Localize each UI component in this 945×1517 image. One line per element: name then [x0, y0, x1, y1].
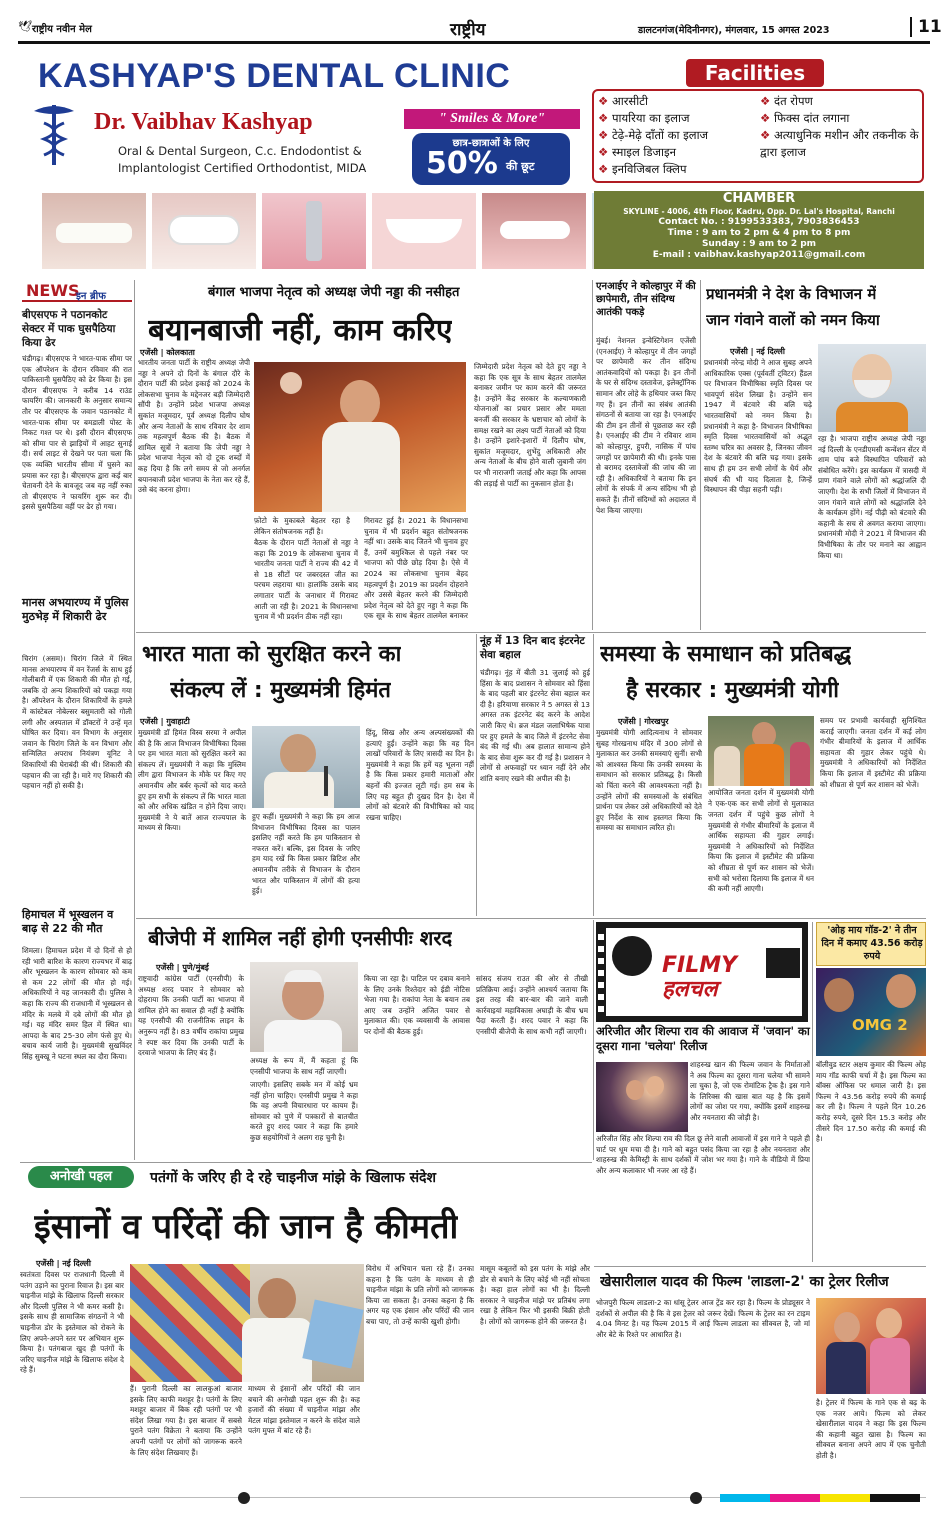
facility-item: ❖ फिक्स दांत लगाना: [760, 111, 850, 125]
section-divider: [136, 632, 926, 633]
offer-percent: 50%: [426, 146, 498, 181]
omg2-story: [816, 922, 926, 1262]
clinic-name: KASHYAP'S DENTAL CLINIC: [38, 57, 511, 95]
story-headline: संकल्प लें : मुख्यमंत्री हिमंत: [170, 678, 391, 703]
photo-caption: फ़ोटो के मुकाबले बेहतर रहा है लेकिन संतोषजनक नहीं है।: [254, 516, 350, 536]
omg2-poster: [816, 968, 926, 1056]
story-headline: जान गंवाने वालों को नमन किया: [706, 311, 880, 329]
story-body: गिरावट हुई है। 2021 के विधानसभा चुनाव में भी प्रदर्शन बहुत संतोषजनक नहीं था। उसके बाद जितने भी चुनाव हुए हैं, उनमें बमुश्किल से पहले नंबर पर भाजपा को पीछे छोड़ दिया है। ऐसे में 2024 का लोकसभा चुनाव बेहद महत्वपूर्ण है। 2019 का प्रदर्शन दोहराने और उससे बेहतर करने की जिम्मेदारी प्रदेश नेतृत्व को देते हुए नड्डा ने कहा कि एक सूत्र के साथ बेहतर तालमेल बनाकर: [364, 516, 468, 621]
jawan-still-photo: [596, 1062, 688, 1132]
brand-name: राष्ट्रीय नवीन मेल: [32, 24, 92, 35]
brief-headline: बीएसएफ ने पठानकोट सेक्टर में पाक घुसपैठिया किया ढेर: [22, 309, 116, 349]
film-story-body: अरिजीत सिंह और शिल्पा राव की दिल छू लेने वाली आवाजों में इस गाने ने पहले ही चार्ट पर धूम मचा दी है। गाने को बहुत पसंद किया जा रहा है और नयनतारा और शाहरुख की केमिस्ट्री के साथ दर्शकों में जोश भर गया है। गाने के वीडियो में प्रिया और अन्य कलाकार भी नजर आ रहे हैं।: [596, 1134, 810, 1175]
story-body: हैं। पुरानी दिल्ली का लालकुआं बाजार इसके लिए काफी मशहूर है। पतंगों के लिए मशहूर बाजार में बिक रही पतंगों पर भी संदेश लिखा गया है। इस बाजार में सबसे पुराने पतंग विक्रेता ने बताया कि उन्होंने अपनी पतंगों पर लोगों को जागरूक करने के लिए संदेश लिखवाए हैं।: [130, 1384, 242, 1457]
story-body: सांसद संजय राउत की ओर से तीखी प्रतिक्रिया आई। उन्होंने आश्चर्य जताया कि इस तरह की बार-बार की जाने वाली कार्रवाइयां महाविकास अघाड़ी के बीच भ्रम पैदा करती हैं। शरद पवार ने कहा कि एनसीपी बीजेपी के साथ कभी नहीं जाएगी।: [476, 974, 588, 1036]
news-label: [22, 280, 132, 302]
story-body: जिम्मेदारी प्रदेश नेतृत्व को देते हुए नड्डा ने कहा कि एक सूत्र के साथ बेहतर तालमेल बनाकर जमीन पर काम करने की जरूरत है। उन्होंने केंद्र सरकार के कल्याणकारी योजनाओं का प्रचार प्रसार और ममता बनर्जी की सरकार के भ्रष्टाचार को लोगों के समक्ष रखने का लक्ष्य पार्टी नेताओं को दिया है। उन्होंने इशारे-इशारों में दिलीप घोष, सुकांत मजूमदार, शुभेंदु अधिकारी और अन्य नेताओं के बीच होने वाली जुबानी जंग पर भी नाराजगी जताई और कहा कि आपस की लड़ाई से पार्टी का नुकसान होता है।: [474, 362, 586, 488]
himanta-story: [138, 634, 474, 916]
film-story-headline: अरिजीत और शिल्पा राव की आवाज में 'जवान' का दूसरा गाना 'चलेया' रिलीज: [596, 1024, 810, 1053]
story-headline: बीजेपी में शामिल नहीं होगी एनसीपीः शरद: [148, 926, 453, 950]
nadda-story: [138, 280, 590, 630]
story-body: जनता दर्शन में पहुंचे कुछ लोगों ने मुख्यमंत्री से गंभीर बीमारियों के इलाज में आर्थिक सहायता की गुहार लगाई। मुख्यमंत्री ने अधिकारियों को निर्देशित किया कि इलाज में इस्टीमेट की प्रक्रिया को शीघ्रता से पूर्ण कर शासन को भेजें। सभी को भरोसा दिलाया कि इलाज में धन की कमी नहीं आएगी।: [708, 810, 814, 894]
story-headline: समस्या के समाधान को प्रतिबद्ध: [600, 642, 852, 667]
brief-body: चंडीगढ़। बीएसएफ ने भारत-पाक सीमा पर एक ऑपरेशन के दौरान रविवार की रात पाकिस्तानी घुसपैठिए को ढेर किया है। इस दौरान बीएसएफ ने करीब 14 राउंड फायरिंग की। जानकारी के अनुसार समान्य तौर पर बीएसएफ के जवान पठानकोट में भारत-पाक सीमा पर बमडाली पोस्ट के निकट गश्त पर थे। इसी दौरान बीएसएफ को सीमा पार से झाड़ियों में आहट सुनाई दी। सर्च लाइट से देखने पर पता चला कि एक व्यक्ति भारतीय सीमा में घुसने का प्रयास कर रहा है। बीएसएफ द्वारा कई बार चेतावनी देने के बावजूद जब वह नहीं रुका तो बीएसएफ ने फायरिंग शुरू कर दी। इससे घुसपैठिया वहीं पर ढेर हो गया।: [22, 354, 132, 512]
teeth-photo-5: [482, 193, 586, 269]
footer-registration-bar: [20, 1492, 926, 1504]
story-headline: प्रधानमंत्री ने देश के विभाजन में: [706, 285, 877, 303]
story-headline: एनआईए ने कोल्हापुर में की छापेमारी, तीन संदिग्ध आतंकी पकड़े: [596, 281, 696, 318]
story-body: किया जा रहा है। पाटिल पर दबाव बनाने के लिए उनके रिश्तेदार को ईडी नोटिस भेजा गया है। राकांपा नेता के बयान तब आए जब उन्होंने अजित पवार से मुलाकात की। एक व्यवसायी के आवास पर दोनों की बैठक हुई।: [364, 974, 470, 1036]
story-byline: एजेंसी | पुणे/मुंबई: [156, 963, 209, 972]
chamber-line: SKYLINE - 4006, 4th Floor, Kadru, Opp. Dr. Lal's Hospital, Ranchi: [623, 207, 895, 216]
story-headline: है सरकार : मुख्यमंत्री योगी: [626, 678, 839, 703]
registration-mark-icon: [690, 1492, 702, 1504]
brand-logo-bird-icon: 🕊: [18, 20, 32, 33]
chamber-line: Time : 9 am to 2 pm & 4 pm to 8 pm: [667, 228, 851, 238]
qualification-line-1: Oral & Dental Surgeon, C.c. Endodontist &: [118, 144, 362, 158]
brief-headline: मानस अभयारण्य में पुलिस मुठभेड़ में शिकारी ढेर: [22, 596, 129, 623]
story-body: चंडीगढ़। नूंह में बीती 31 जुलाई को हुई हिंसा के बाद प्रशासन ने सोमवार को हिंसा के बाद पहली बार इंटरनेट सेवा बहाल कर दी है। हरियाणा सरकार ने 5 अगस्त से 13 अगस्त तक इंटरनेट बंद करने के आदेश जारी किए थे। ब्रज मंडल जलाभिषेक यात्रा पर हुए हमले के बाद जिले में इंटरनेट सेवा बंद की गई थी। अब हालात सामान्य होने के बाद सेवा शुरू कर दी गई है। प्रशासन ने लोगों से अफवाहों पर ध्यान नहीं देने और शांति बनाए रखने की अपील की है।: [480, 668, 590, 783]
story-body: बॉलीवुड स्टार अक्षय कुमार की फिल्म ओह माय गॉड काफी चर्चा में है। इस फिल्म का बॉक्स ऑफिस पर धमाल जारी है। इस फिल्म ने 43.56 करोड़ रुपये की कमाई कर ली है। फिल्म ने पहले दिन 10.26 करोड़ रुपये, दूसरे दिन 15.3 करोड़ और तीसरे दिन 17.50 करोड़ की कमाई की है।: [816, 1060, 926, 1144]
yogi-story: [596, 634, 926, 916]
photo-caption: अध्यक्ष के रूप में, मैं कहता हूं कि एनसीपी भाजपा के साथ नहीं जाएगी।: [250, 1056, 358, 1076]
dateline: डालटनगंज(मेदिनीनगर), मंगलवार, 15 अगस्त 2023: [638, 25, 830, 36]
story-headline: बयानबाजी नहीं, काम करिए: [148, 313, 453, 348]
story-body: प्रधानमंत्री नरेन्द्र मोदी ने आज सुबह अपने आधिकारिक एक्स (पूर्ववर्ती ट्विटर) हैंडल पर विभाजन विभीषिका स्मृति दिवस पर भावपूर्ण संदेश लिखा है। उन्होंने सन 1947 में बंटवारे की बलि चढ़े भारतवासियों को नमन किया है। प्रधानमंत्री ने कहा है- विभाजन विभीषिका स्मृति दिवस भारतवासियों को अद्भुत स्तम्भ चरित्र का अवसर है, जिनका जीवन देश के बंटवारे की बलि चढ़ गया। इसके साथ ही हम उन सभी लोगों के धैर्य और संघर्ष की भी याद दिलाता है, जिन्हें विस्थापन की पीड़ा सहनी पड़ी।: [704, 358, 812, 495]
story-byline: एजेंसी | गोरखपुर: [618, 717, 669, 726]
column-divider: [593, 920, 594, 1160]
story-body: हिंदू, सिख और अन्य अल्पसंख्यकों की हत्याएं हुईं। उन्होंने कहा कि वह दिन लाखों परिवारों के लिए त्रासदी का दिन है। मुख्यमंत्री ने कहा कि हमें यह भूलना नहीं है कि किस प्रकार हमारी माताओं और बहनों की इज्जत लूटी गई। हम सब के लिए यह बहुत ही दुखद दिन है। देश में लोगों को बंटवारे की विभीषिका को याद रखना चाहिए।: [366, 728, 474, 822]
news-brief-column: [22, 280, 132, 1160]
ncp-story: [138, 920, 590, 1160]
chamber-line: E-mail : vaibhav.kashyap2011@gmail.com: [652, 250, 866, 260]
story-body: रहा है। भाजपा राष्ट्रीय अध्यक्ष जेपी नड्डा नई दिल्ली के एनडीएमसी कन्वेंशन सेंटर में शाम पांच बजे विस्थापित परिवारों को संबोधित करेंगे। इस कार्यक्रम में त्रासदी में प्राण गंवाने वाले लोगों को श्रद्धांजलि दी जाएगी। देश के सभी जिलों में विभाजन में जान गंवाने वाले लोगों को श्रद्धांजलि देने के कार्यक्रम होंगे। नई पीढ़ी को बंटवारे की कहानी के सच से अवगत कराया जाएगा। प्रधानमंत्री मोदी ने 2021 में विभाजन की विभीषिका के तौर पर मनाने का आह्वान किया था।: [818, 434, 926, 560]
facility-item: ❖ आरसीटी: [598, 94, 648, 108]
story-body: विरोध में अभियान चला रहे हैं। उनका कहना है कि पतंग के माध्यम से ही चाइनीज मांझा के प्रति लोगों को जागरूक किया जा सकता है। उनका कहना है कि अगर यह एक इंसान और परिंदों की जान बचा पाए, तो उन्हें काफी खुशी होगी।: [366, 1264, 474, 1326]
story-body: मुंबई। नेशनल इन्वेस्टिगेशन एजेंसी (एनआईए) ने कोल्हापुर में तीन जगहों पर छापेमारी कर तीन संदिग्ध आतंकवादियों को पकड़ा है। इन तीनों के घर से संदिग्ध दस्तावेज, इलेक्ट्रॉनिक सामान और लोहे के हथियार जब्त किए गए हैं। इन तीनों का संबंध आतंकी संगठनों से बताया जा रहा है। एनआईए की टीम इन तीनों से पूछताछ कर रही है। एनआईए की टीम ने रविवार शाम को कोल्हापुर, हुपरी, नासिक में पांच जगहों पर छापेमारी की थी। इनके पास से बरामद दस्तावेजों की जांच की जा रही है। अधिकारियों ने बताया कि इन लोगों के संपर्क में अन्य संदिग्ध भी हो सकते हैं। तीनों संदिग्धों को अदालत में पेश किया जाएगा।: [596, 336, 696, 515]
section-divider: [20, 1162, 592, 1163]
film-clapper-icon: [766, 948, 800, 978]
facilities-title: Facilities: [686, 59, 824, 87]
film-story-body: शाहरुख खान की फिल्म जवान के निर्माताओं ने अब फिल्म का दूसरा गाना चलेया भी सामने ला चुका है, जो एक रोमांटिक ट्रैक है। इस गाने के लिरिक्स की खास बात यह है कि इसमें लोगों का जोश पर गया, क्योंकि इसमें शाहरुख और नयनतारा की जोड़ी है।: [690, 1060, 810, 1122]
tagline-badge: " Smiles & More": [404, 109, 580, 129]
sharad-pawar-photo: [250, 962, 358, 1052]
omg2-poster-title: OMG 2: [852, 1016, 908, 1034]
story-body: स्वतंत्रता दिवस पर राजधानी दिल्ली में पतंग उड़ाने का पुराना रिवाज है। इस बार चाइनीज मांझे के खिलाफ दिल्ली सरकार और दिल्ली पुलिस ने भी कमर कसी है। इसके साथ ही सामाजिक संगठनों ने भी चाइनीज डोर के इस्तेमाल को रोकने के लिए अपने-अपने स्तर पर अभियान शुरू किया है। पतंगबाज खुद ही पतंगों के जरिए चाइनीज मांझे के खिलाफ संदेश दे रहे हैं।: [20, 1270, 124, 1375]
story-headline: नूंह में 13 दिन बाद इंटरनेट सेवा बहाल: [480, 635, 585, 661]
story-headline: भारत माता को सुरक्षित करने का: [142, 642, 402, 667]
himanta-photo: [252, 726, 360, 808]
story-byline: एजेंसी | गुवाहाटी: [140, 717, 190, 726]
teeth-photo-3: [262, 193, 366, 269]
brief-body: चिरांग (असम)। चिरांग जिले में स्थित मानस अभयारण्य में वन रेंजर्स के साथ हुई गोलीबारी में एक शिकारी की मौत हो गई, जबकि दो अन्य शिकारियों को पकड़ा गया है। ऑपरेशन के दौरान शिकारियों के हमले में कांस्टेबल नोबेल्सर बसुमतारी को गोली लगी और अस्पताल में डॉक्टरों ने उन्हें मृत घोषित कर दिया। वन विभाग के अनुसार जवान के चिरांग जिले के वन विभाग और सन्मिलित अपराध नियंत्रण यूनिट ने शिकारियों की घेराबंदी की थी। शिकारी की पहचान की जा रही है। मारे गए शिकारी की पहचान नहीं हो सकी है।: [22, 654, 132, 791]
column-divider: [476, 634, 477, 916]
page-number: 11: [910, 17, 942, 37]
facilities-left-list: [598, 93, 768, 178]
story-body: है। ट्रेलर में फिल्म के गाने एक से बढ़ के एक नजर आये। फिल्म को लेकर खेसारीलाल यादव ने कहा कि इस फिल्म की कहानी बहुत खास है। फिल्म का सीक्वल बनाना अपने आप में एक चुनौती होती है।: [816, 1398, 926, 1460]
pm-story: [704, 280, 926, 630]
internet-story: [480, 634, 590, 916]
filmy-halchal-box: [596, 922, 808, 1022]
caduceus-logo-icon: [28, 99, 80, 169]
story-body: मुख्यमंत्री डॉ हिमंत विस्व सरमा ने अपील की है कि आज विभाजन विभीषिका दिवस पर हम भारत माता को सुरक्षित करने का संकल्प लें। मुख्यमंत्री ने कहा कि मुस्लिम लीग द्वारा विभाजन के मौके पर किए गए अमानवीय और बर्बर कृत्यों को याद करते हुए हम सभी के संकल्प लें कि भारत माता को और अधिक खंडित न होने दिया जाए। मुख्यमंत्री ने ये बातें आज राज्यपाल के माध्यम से किया।: [138, 728, 246, 833]
story-body: हुए कहीं। मुख्यमंत्री ने कहा कि हम आज विभाजन विभीषिका दिवस का पालन इसलिए नहीं करते कि हम पाकिस्तान से नफरत करें। बल्कि, इस दिवस के जरिए हम याद रखें कि किस प्रकार ब्रिटिश और अमानवीय तरीके से विभाजन के दौरान भारत और पाकिस्तान में लोगों की हत्या हुई।: [252, 812, 360, 896]
story-body: माध्यम से इंसानों और परिंदों की जान बचाने की अनोखी पहल शुरू की है। कह हजारों की संख्या में चाइनीज मांझा और मेटल मांझा इस्तेमाल न करने के संदेश वाले पतंग मुफ्त में बांट रहे हैं।: [248, 1384, 360, 1436]
dental-clinic-ad: [20, 55, 925, 271]
film-reel-icon: [612, 936, 652, 976]
ladla2-story: [596, 1268, 926, 1486]
teeth-photo-2: [152, 193, 256, 269]
story-body: जाएगी। इसलिए सबके मन में कोई भ्रम नहीं होना चाहिए। एनसीपी प्रमुख ने कहा कि वह अपनी विचारधारा पर कायम हैं। सोमवार को पुणे में पत्रकारों से बातचीत करते हुए शरद पवार ने कहा कि हमारे कुछ सहयोगियों ने अलग राह चुनी है।: [250, 1080, 358, 1142]
story-body: भोजपुरी फिल्म लाडला-2 का धांसू ट्रेलर आज ट्रेंड कर रहा है। फिल्म के प्रोड्यूसर ने दर्शकों से अपील की है कि वे इस ट्रेलर को जरूर देखें। फिल्म के ट्रेलर का रन टाइम 4.04 मिनट है। यह फिल्म 2015 में आई फिल्म लाडला का सीक्वल है, जो मां और बेटे के रिश्ते पर आधारित है।: [596, 1298, 810, 1339]
column-divider: [700, 280, 701, 630]
kite-seller-photo: [130, 1264, 364, 1382]
column-divider: [592, 280, 593, 630]
facility-item: ❖ पायरिया का इलाज: [598, 111, 690, 125]
news-label-hi: इन ब्रीफ: [76, 291, 106, 302]
story-kicker: बंगाल भाजपा नेतृत्व को अध्यक्ष जेपी नड्डा की नसीहत: [208, 285, 460, 300]
facility-item: ❖ स्माइल डिजाइन: [598, 145, 677, 159]
column-divider: [134, 280, 135, 1160]
section-title: राष्ट्रीय: [450, 20, 486, 40]
facility-item: ❖ टेढ़े-मेढ़े दाँतों का इलाज: [598, 128, 709, 142]
qualification-line-2: Implantologist Certified Orthodontist, MIDA: [118, 161, 367, 175]
filmy-halchal-label: FILMY हलचल: [662, 953, 738, 1002]
story-body: भारतीय जनता पार्टी के राष्ट्रीय अध्यक्ष जेपी नड्डा ने अपने दो दिनों के बंगाल दौरे के दौरान पार्टी की प्रदेश इकाई को 2024 के लोकसभा चुनाव के मद्देनजर बड़ी जिम्मेदारी सौंपी है। उन्होंने प्रदेश भाजपा अध्यक्ष सुकांत मजूमदार, पूर्व अध्यक्ष दिलीप घोष और अन्य नेताओं के साथ रविवार देर शाम तक महत्वपूर्ण बैठक की है। बैठक में शामिल सूत्रों ने बताया कि जेपी नड्डा ने प्रदेश भाजपा नेतृत्व को दो टूक शब्दों में कह दिया है कि लगे समय से जो अनर्गल बयानबाजी प्रदेश भाजपा के नेता कर रहे हैं, उसे बंद करना होगा।: [138, 358, 250, 495]
teeth-photo-4: [372, 193, 476, 269]
story-headline: इंसानों व परिंदों की जान है कीमती: [34, 1207, 459, 1247]
facility-item: ❖ इनविजिबल क्लिप: [598, 162, 687, 176]
column-divider: [593, 634, 594, 916]
story-byline: एजेंसी | कोलकाता: [140, 348, 195, 357]
unique-initiative-tag: अनोखी पहल: [28, 1166, 134, 1188]
news-label-en: NEWS: [26, 281, 80, 300]
story-body: बैठक के दौरान पार्टी नेताओं से नड्डा ने कहा कि 2019 के लोकसभा चुनाव में भारतीय जनता पार्टी ने राज्य की 42 में से 18 सीटों पर जबरदस्त जीत का परचम लहराया था। हालांकि उसके बाद लगातार पार्टी के जनाधार में गिरावट आती जा रही है। 2021 के विधानसभा चुनाव में भी प्रदर्शन ठीक नहीं रहा।: [254, 538, 358, 622]
masthead: [18, 16, 942, 44]
offer-label: छात्र-छात्राओं के लिए: [452, 138, 530, 149]
student-offer-badge: [412, 133, 570, 185]
facility-item: ❖ दंत रोपण: [760, 94, 813, 108]
kite-story: [20, 1166, 592, 1486]
doctor-name: Dr. Vaibhav Kashyap: [94, 109, 313, 135]
facilities-panel: [592, 59, 924, 187]
chamber-title: CHAMBER: [722, 191, 796, 206]
story-byline: एजेंसी | नई दिल्ली: [730, 347, 785, 356]
nia-story: [596, 280, 696, 630]
story-body: राष्ट्रवादी कांग्रेस पार्टी (एनसीपी) के अध्यक्ष शरद पवार ने सोमवार को दोहराया कि उनकी पार्टी का भाजपा में शामिल होने का सवाल ही नहीं है क्योंकि यह एनसीपी की राजनीतिक लाइन के अनुरूप नहीं है। 83 वर्षीय राकांपा प्रमुख ने स्पष्ट कर दिया कि उनकी पार्टी के दरवाजे भाजपा के लिए बंद हैं।: [138, 974, 244, 1058]
story-body: समय पर प्रभावी कार्यवाही सुनिश्चित कराई जाएगी। जनता दर्शन में कई लोग गंभीर बीमारियों के इलाज में आर्थिक सहायता की गुहार लेकर पहुंचे थे। मुख्यमंत्री ने अधिकारियों को निर्देशित किया कि इलाज में इस्टीमेट की प्रक्रिया को शीघ्रता से पूर्ण कर शासन को भेजें।: [820, 716, 926, 789]
chamber-panel: [594, 191, 924, 269]
story-headline: 'ओह माय गॉड-2' ने तीन दिन में कमाए 43.56 करोड़ रुपये: [821, 925, 923, 962]
section-divider: [594, 1266, 926, 1267]
chamber-line: Contact No. : 9199533383, 7903836453: [658, 217, 860, 227]
story-headline: खेसारीलाल यादव की फिल्म 'लाडला-2' का ट्रेलर रिलीज: [600, 1274, 889, 1290]
teeth-photo-1: [42, 193, 146, 269]
story-byline: एजेंसी | नई दिल्ली: [36, 1259, 91, 1268]
ladla2-poster: [816, 1298, 926, 1394]
registration-mark-icon: [238, 1492, 250, 1504]
column-divider: [812, 922, 813, 1262]
story-body: मुख्यमंत्री योगी आदित्यनाथ ने सोमवार सुबह गोरखनाथ मंदिर में 300 लोगों से मुलाकात कर उनकी समस्याएं सुनीं। सभी को आश्वस्त किया कि उनकी समस्या के समाधान को सरकार प्रतिबद्ध है। किसी को चिंता करने की आवश्यकता नहीं है। उन्होंने लोगों की समस्याओं के संबंधित प्रार्थना पत्र लेकर उसे अधिकारियों को देते हुए निर्देश के साथ हस्तगत किया कि समस्या का समाधान त्वरित हो।: [596, 728, 702, 833]
yogi-photo: [708, 716, 814, 786]
nadda-photo: [254, 362, 466, 512]
offer-suffix: की छूट: [506, 160, 535, 173]
chamber-line: Sunday : 9 am to 2 pm: [701, 239, 817, 249]
photo-caption: आयोजित जनता दर्शन में मुख्यमंत्री योगी ने एक-एक कर सभी लोगों से मुलाकात: [708, 788, 814, 808]
facilities-right-list: [760, 93, 920, 161]
brief-body: शिमला। हिमाचल प्रदेश में दो दिनों से हो रही भारी बारिश के कारण राज्यभर में बाढ़ और भूस्खलन के कारण सोमवार को कम से कम 22 लोगों की मौत हो गई। अधिकारियों ने यह जानकारी दी। पुलिस ने कहा कि राज्य की राजधानी में भूस्खलन से मंदिर के मलबे में दबे लोगों की मौत हो गई। यह मंदिर समर हिल में स्थित था। आपदा के बाद 25-30 लोग फंसे हुए थे। बचाव कार्य जारी है। मुख्यमंत्री सुखविंदर सिंह सुक्खू ने घटना स्थल का दौरा किया।: [22, 946, 132, 1061]
facility-item: ❖ अत्याधुनिक मशीन और तकनीक के द्वारा इलाज: [760, 128, 919, 159]
story-kicker: पतंगों के जरिए ही दे रहे चाइनीज मांझे के खिलाफ संदेश: [150, 1170, 436, 1186]
brief-headline: हिमाचल में भूस्खलन व बाढ़ से 22 की मौत: [22, 908, 114, 935]
modi-photo: [818, 344, 926, 432]
story-body: मासूम कबूतरों को इस पतंग के मांझे और डोर से बचाने के लिए कोई भी नहीं सोचता है। कहा हाल लोगों का भी है। दिल्ली सरकार ने चाइनीज मांझे पर प्रतिबंध लगा रखा है लेकिन फिर भी इसकी बिक्री होती है। लोगों को जागरूक होने की जरूरत है।: [480, 1264, 590, 1326]
section-divider: [136, 918, 926, 919]
color-bar: [720, 1494, 920, 1502]
